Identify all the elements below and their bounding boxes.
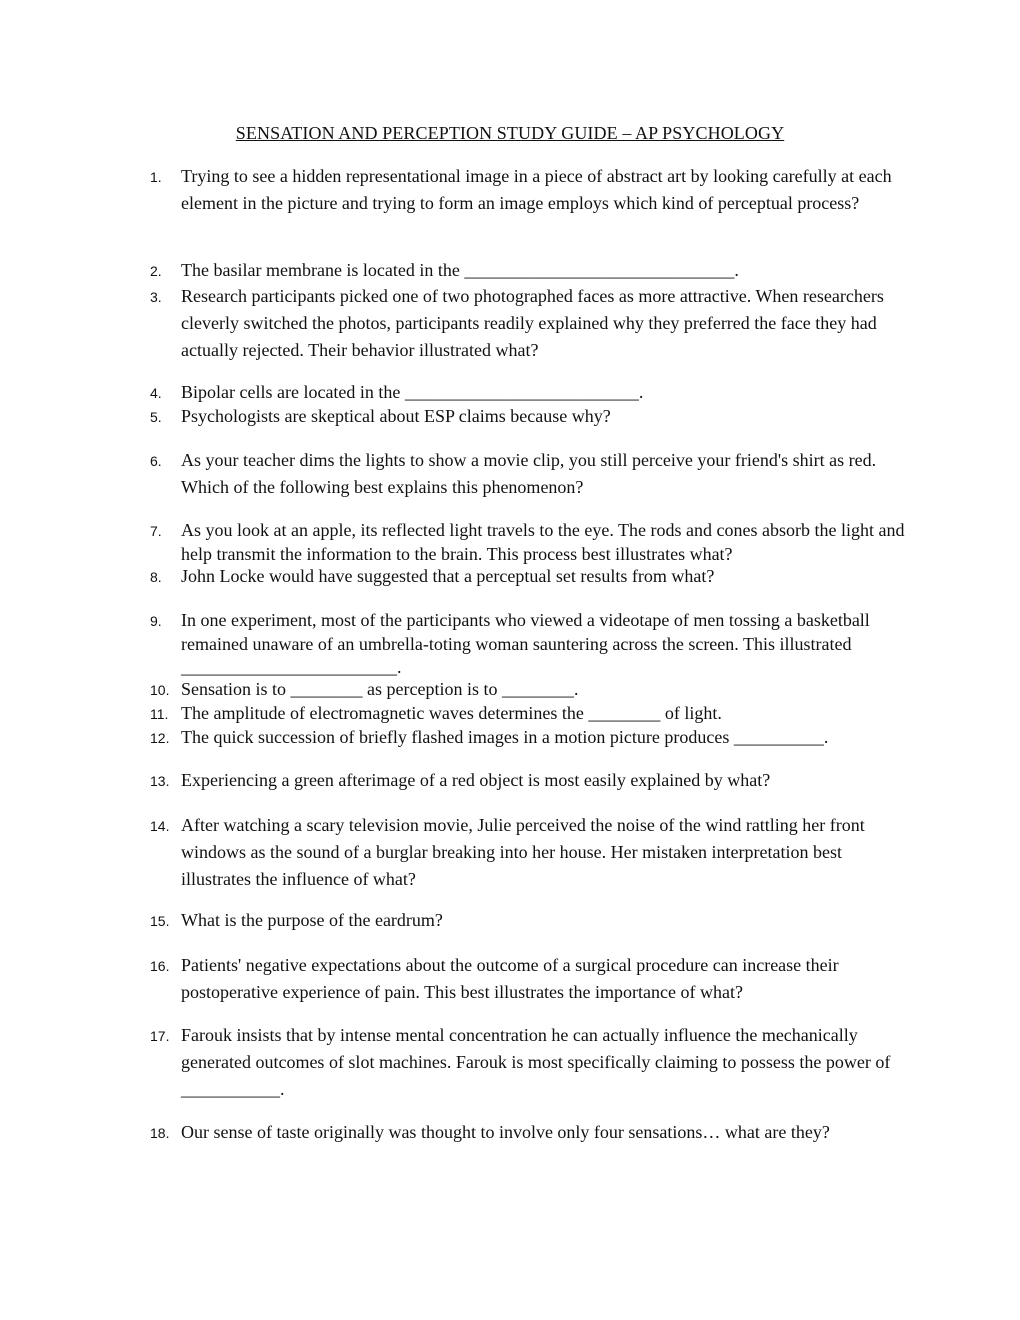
question-item [150,519,910,566]
question-item [150,163,910,217]
question-item [150,1022,910,1103]
question-number: 7. [150,523,162,539]
question-number: 3. [150,289,162,305]
question-number: 17. [150,1028,170,1044]
question-number: 13. [150,773,170,789]
question-text: After watching a scary television movie, Julie perceived the noise of the wind rattling her front windows as the sound of a burglar breaking into her house. Her mistaken interpretation best illustrates the influence of what? [181,815,865,889]
question-number: 18. [150,1125,170,1141]
question-item [150,565,910,589]
question-item [150,909,910,933]
question-text: Sensation is to ________ as perception is to ________. [181,679,579,699]
question-text: Bipolar cells are located in the __________________________. [181,382,644,402]
question-text: Psychologists are skeptical about ESP claims because why? [181,406,611,426]
question-item [150,702,910,726]
question-text: Patients' negative expectations about the outcome of a surgical procedure can increase their postoperative experience of pain. This best illustrates the importance of what? [181,955,839,1002]
question-text: What is the purpose of the eardrum? [181,910,443,930]
question-number: 12. [150,730,170,746]
question-item [150,952,910,1006]
question-number: 8. [150,569,162,585]
question-number: 4. [150,385,162,401]
question-text: Experiencing a green afterimage of a red object is most easily explained by what? [181,770,771,790]
question-text: As you look at an apple, its reflected light travels to the eye. The rods and cones absorb the light and help transmit the information to the brain. This process best illustrates what? [181,520,905,564]
question-text: Farouk insists that by intense mental concentration he can actually influence the mechanically generated outcomes of slot machines. Farouk is most specifically claiming to possess the power of ___________. [181,1025,891,1099]
question-text: John Locke would have suggested that a perceptual set results from what? [181,566,715,586]
question-number: 11. [150,706,169,722]
question-number: 5. [150,409,162,425]
question-item [150,726,910,750]
question-item [150,1119,910,1146]
question-item [150,609,910,680]
page-title: SENSATION AND PERCEPTION STUDY GUIDE – AP PSYCHOLOGY [235,123,785,143]
question-text: The basilar membrane is located in the ______________________________. [181,260,739,280]
question-text: In one experiment, most of the participants who viewed a videotape of men tossing a basketball remained unaware of an umbrella-toting woman sauntering across the screen. This illustrated ________________________. [181,610,870,677]
question-item [150,678,910,702]
question-item [150,812,910,893]
question-item [150,405,910,429]
question-number: 6. [150,453,162,469]
question-text: As your teacher dims the lights to show a movie clip, you still perceive your friend's shirt as red. Which of the following best explains this phenomenon? [181,450,877,497]
question-text: The amplitude of electromagnetic waves determines the ________ of light. [181,703,722,723]
question-number: 9. [150,613,162,629]
question-item [150,283,910,364]
question-item [150,769,910,793]
question-number: 14. [150,818,170,834]
question-number: 16. [150,958,170,974]
question-text: Our sense of taste originally was thought to involve only four sensations… what are they? [181,1122,830,1142]
question-text: Research participants picked one of two photographed faces as more attractive. When researchers cleverly switched the photos, participants readily explained why they preferred the face they had actually rejected. Their behavior illustrated what? [181,286,884,360]
question-number: 15. [150,913,170,929]
question-number: 2. [150,263,162,279]
question-number: 1. [150,169,162,185]
question-text: The quick succession of briefly flashed images in a motion picture produces __________. [181,727,829,747]
question-item [150,259,910,283]
question-number: 10. [150,682,170,698]
question-text: Trying to see a hidden representational image in a piece of abstract art by looking carefully at each element in the picture and trying to form an image employs which kind of perceptual process? [181,166,892,213]
question-item [150,381,910,405]
question-item [150,447,910,501]
